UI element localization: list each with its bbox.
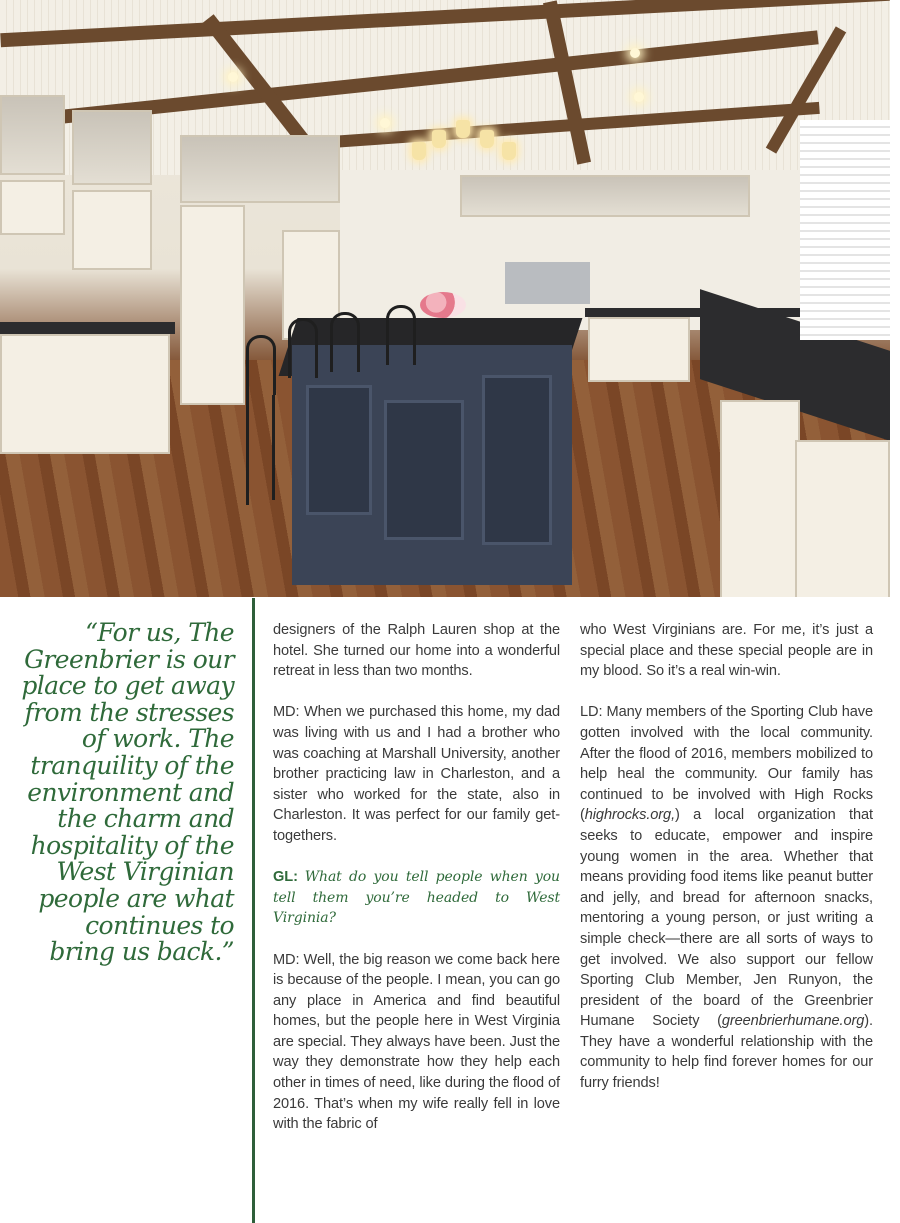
paragraph: who West Virginians are. For me, it’s just a special place and these special people are in my blood. So it’s a real win-win. [580, 622, 873, 680]
paragraph: MD: When we purchased this home, my dad was living with us and I had a brother who was coaching at Marshall University, another brother practicing law in Charleston, and a sister who worked for the state, also in Charleston. It was perfect for our family get-togethers. [273, 704, 560, 844]
glass-cabinet [72, 110, 152, 185]
glass-cabinet [0, 95, 65, 175]
paragraph: designers of the Ralph Lauren shop at the hotel. She turned our home into a wonderful retreat in less than two months. [273, 622, 560, 680]
island-drawers [482, 375, 552, 545]
base-cabinet [720, 400, 800, 597]
cabinet [72, 190, 152, 270]
recessed-light [630, 48, 640, 58]
paragraph-text: ). They have a wonderful relationship with the community to help find forever homes for our furry friends! [580, 1013, 873, 1092]
cabinet [0, 180, 65, 235]
web-link-greenbrier-humane: greenbrierhumane.org [721, 1013, 865, 1030]
web-link-highrocks: highrocks.org, [584, 807, 676, 824]
base-cabinet [795, 440, 890, 597]
window-shutters [800, 120, 890, 340]
paragraph-text: LD: Many members of the Sporting Club have gotten involved with the local community. After the flood of 2016, members mobilized to help heal the community. Our family has continued to be involved with High Rocks ( [580, 704, 873, 824]
flower-arrangement [420, 292, 466, 318]
glass-door [306, 385, 372, 515]
recessed-light [634, 92, 644, 102]
paragraph: MD: Well, the big reason we come back here is because of the people. I mean, you can go any place in America and find beautiful homes, but the people here in West Virginia are special. They always have been. Just the way they demonstrate how they help each other in times of need, like during the flood of 2016. That’s when my wife really fell in love with the fabric of [273, 951, 560, 1133]
kitchen-island [292, 345, 572, 585]
paragraph-text: ) a local organization that seeks to educate, empower and inspire young women in the area. Whether that means providing food items like peanut butter and jelly, and bread for afternoon snacks, mentoring a young person, or just writing a simple check—there are all sorts of ways to get involved. We also support our fellow Sporting Club Member, Jen Runyon, the president of the board of the Greenbrier Humane Society ( [580, 807, 873, 1030]
glass-cabinet [460, 175, 750, 217]
interview-question [273, 867, 560, 929]
tall-cabinet [180, 205, 245, 405]
stool-leg [246, 395, 249, 505]
stool-leg [272, 395, 275, 500]
kitchen-photo [0, 0, 890, 597]
column-divider [252, 598, 255, 1223]
bar-stool [386, 305, 416, 365]
glass-door [384, 400, 464, 540]
recessed-light [228, 72, 238, 82]
countertop [0, 322, 175, 334]
base-cabinet [588, 317, 690, 382]
question-speaker: GL: [273, 869, 298, 886]
paragraph [580, 702, 873, 1093]
bar-stool [246, 335, 276, 395]
bar-stool [330, 312, 360, 372]
bar-stool [288, 318, 318, 378]
article-column-1 [273, 620, 560, 1155]
chandelier [410, 120, 520, 170]
pull-quote: “For us, The Greenbrier is our place to get away from the stresses of work. The tranquility of the environment and the charm and hospitality of the West Virginian people are what continues to bring us back.” [21, 618, 234, 967]
glass-cabinet [180, 135, 340, 203]
range-hood [505, 262, 590, 304]
question-text: What do you tell people when you tell them you’re headed to West Virginia? [273, 869, 560, 927]
recessed-light [380, 118, 390, 128]
article-column-2 [580, 620, 873, 1114]
base-cabinet [0, 334, 170, 454]
